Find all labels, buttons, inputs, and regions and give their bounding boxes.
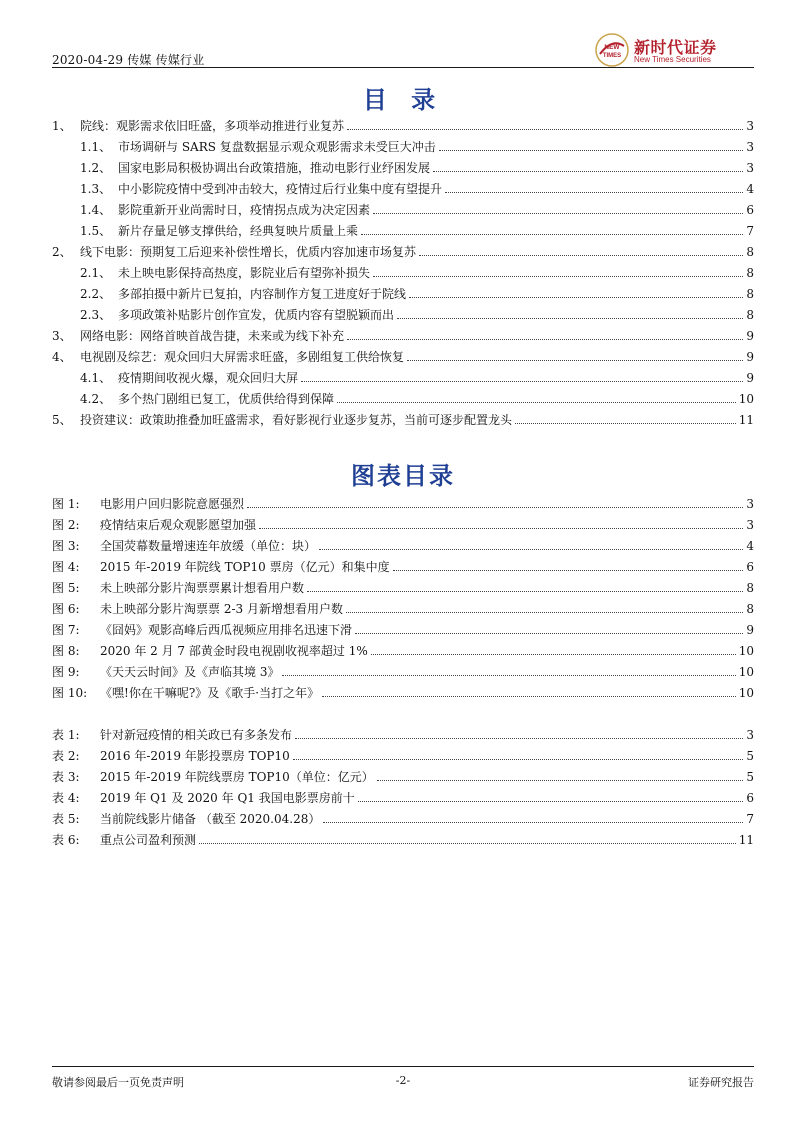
entry-page: 3 bbox=[746, 727, 754, 742]
toc-entry[interactable] bbox=[52, 241, 754, 262]
toc-entry[interactable] bbox=[52, 283, 754, 304]
entry-title: 未上映部分影片淘票票累计想看用户数 bbox=[100, 581, 305, 595]
dot-leader bbox=[377, 780, 743, 781]
entry-title: 未上映电影保持高热度，影院业后有望弥补损失 bbox=[118, 266, 371, 280]
entry-page: 10 bbox=[738, 664, 754, 679]
entry-number: 图 2: bbox=[52, 518, 80, 532]
dot-leader bbox=[295, 738, 743, 739]
dot-leader bbox=[358, 801, 743, 802]
dot-leader bbox=[371, 654, 736, 655]
toc-entry[interactable] bbox=[52, 178, 754, 199]
dot-leader bbox=[307, 591, 743, 592]
dot-leader bbox=[361, 234, 743, 235]
figure-entry[interactable] bbox=[52, 556, 754, 577]
entry-page: 4 bbox=[746, 538, 754, 553]
dot-leader bbox=[409, 297, 743, 298]
entry-title: 2015 年-2019 年院线票房 TOP10（单位：亿元） bbox=[100, 770, 374, 784]
toc-entry[interactable] bbox=[52, 388, 754, 409]
dot-leader bbox=[347, 339, 743, 340]
entry-title: 全国荧幕数量增速连年放缓（单位：块） bbox=[100, 539, 317, 553]
toc-list bbox=[52, 115, 754, 430]
entry-page: 5 bbox=[746, 748, 754, 763]
entry-number: 2.3、 bbox=[80, 308, 112, 322]
entry-page: 8 bbox=[746, 601, 754, 616]
dot-leader bbox=[322, 696, 736, 697]
entry-number: 图 10: bbox=[52, 686, 88, 700]
dot-leader bbox=[337, 402, 736, 403]
entry-page: 6 bbox=[746, 202, 754, 217]
entry-page: 3 bbox=[746, 517, 754, 532]
entry-title: 2015 年-2019 年院线 TOP10 票房（亿元）和集中度 bbox=[100, 560, 390, 574]
dot-leader bbox=[439, 150, 743, 151]
entry-page: 8 bbox=[746, 265, 754, 280]
dot-leader bbox=[259, 528, 743, 529]
company-logo bbox=[594, 32, 754, 68]
entry-title: 多个热门剧组已复工，优质供给得到保障 bbox=[118, 392, 335, 406]
dot-leader bbox=[282, 675, 735, 676]
entry-page: 3 bbox=[746, 139, 754, 154]
entry-page: 10 bbox=[738, 391, 754, 406]
entry-page: 10 bbox=[738, 685, 754, 700]
entry-page: 10 bbox=[738, 643, 754, 658]
entry-number: 1.2、 bbox=[80, 161, 112, 175]
entry-title: 《天天云时间》及《声临其境 3》 bbox=[100, 665, 280, 679]
entry-title: 影院重新开业尚需时日，疫情拐点成为决定因素 bbox=[118, 203, 371, 217]
new-times-logo-icon bbox=[594, 32, 630, 68]
entry-page: 11 bbox=[738, 412, 754, 427]
entry-number: 图 5: bbox=[52, 581, 80, 595]
entry-number: 2.2、 bbox=[80, 287, 112, 301]
entry-page: 9 bbox=[746, 622, 754, 637]
header-divider bbox=[52, 67, 754, 68]
entry-title: 网络电影：网络首映首战告捷，未来或为线下补充 bbox=[80, 329, 345, 343]
header-date-industry: 2020-04-29 传媒 传媒行业 bbox=[52, 53, 205, 67]
entry-number: 3、 bbox=[52, 329, 72, 343]
entry-page: 8 bbox=[746, 286, 754, 301]
figure-entry[interactable] bbox=[52, 619, 754, 640]
entry-page: 3 bbox=[746, 160, 754, 175]
dot-leader bbox=[373, 213, 743, 214]
dot-leader bbox=[419, 255, 743, 256]
table-list bbox=[52, 724, 754, 850]
entry-page: 4 bbox=[746, 181, 754, 196]
toc-entry[interactable] bbox=[52, 199, 754, 220]
entry-page: 8 bbox=[746, 307, 754, 322]
figure-entry[interactable] bbox=[52, 661, 754, 682]
entry-title: 国家电影局积极协调出台政策措施，推动电影行业纾困发展 bbox=[118, 161, 431, 175]
entry-title: 未上映部分影片淘票票 2-3 月新增想看用户数 bbox=[100, 602, 343, 616]
entry-number: 1.3、 bbox=[80, 182, 112, 196]
dot-leader bbox=[407, 360, 743, 361]
entry-number: 4.1、 bbox=[80, 371, 112, 385]
entry-page: 6 bbox=[746, 559, 754, 574]
svg-text:TIMES: TIMES bbox=[602, 53, 622, 59]
svg-text:NEW: NEW bbox=[604, 44, 620, 51]
toc-entry[interactable] bbox=[52, 136, 754, 157]
figures-title: 图表目录 bbox=[351, 462, 455, 490]
logo-chinese-name: 新时代证券 bbox=[634, 38, 717, 57]
toc-entry[interactable] bbox=[52, 304, 754, 325]
toc-entry[interactable] bbox=[52, 325, 754, 346]
figure-entry[interactable] bbox=[52, 535, 754, 556]
entry-title: 2020 年 2 月 7 部黄金时段电视剧收视率超过 1% bbox=[100, 644, 368, 658]
figure-entry[interactable] bbox=[52, 514, 754, 535]
dot-leader bbox=[373, 276, 743, 277]
entry-number: 4、 bbox=[52, 350, 72, 364]
entry-page: 9 bbox=[746, 349, 754, 364]
dot-leader bbox=[199, 843, 736, 844]
entry-title: 电影用户回归影院意愿强烈 bbox=[100, 497, 245, 511]
toc-entry[interactable] bbox=[52, 157, 754, 178]
entry-page: 5 bbox=[746, 769, 754, 784]
table-entry[interactable] bbox=[52, 808, 754, 829]
entry-title: 市场调研与 SARS 复盘数据显示观众观影需求未受巨大冲击 bbox=[118, 140, 436, 154]
entry-number: 1.1、 bbox=[80, 140, 112, 154]
toc-title: 目 录 bbox=[362, 86, 444, 114]
dot-leader bbox=[346, 612, 743, 613]
table-entry[interactable] bbox=[52, 745, 754, 766]
entry-title: 2019 年 Q1 及 2020 年 Q1 我国电影票房前十 bbox=[100, 791, 355, 805]
toc-entry[interactable] bbox=[52, 346, 754, 367]
entry-title: 重点公司盈利预测 bbox=[100, 833, 197, 847]
entry-page: 6 bbox=[746, 790, 754, 805]
page-number: -2- bbox=[395, 1074, 411, 1087]
entry-number: 表 4: bbox=[52, 791, 80, 805]
entry-number: 表 6: bbox=[52, 833, 80, 847]
entry-page: 7 bbox=[746, 223, 754, 238]
dot-leader bbox=[293, 759, 743, 760]
entry-number: 表 1: bbox=[52, 728, 80, 742]
entry-page: 8 bbox=[746, 580, 754, 595]
entry-page: 9 bbox=[746, 328, 754, 343]
entry-title: 多部拍摄中新片已复拍，内容制作方复工进度好于院线 bbox=[118, 287, 407, 301]
figure-entry[interactable] bbox=[52, 577, 754, 598]
page-header bbox=[52, 30, 754, 70]
dot-leader bbox=[347, 129, 743, 130]
entry-page: 11 bbox=[738, 832, 754, 847]
entry-number: 图 7: bbox=[52, 623, 80, 637]
entry-page: 9 bbox=[746, 370, 754, 385]
entry-page: 3 bbox=[746, 496, 754, 511]
entry-number: 2、 bbox=[52, 245, 72, 259]
entry-number: 1.4、 bbox=[80, 203, 112, 217]
entry-number: 表 5: bbox=[52, 812, 80, 826]
entry-number: 表 2: bbox=[52, 749, 80, 763]
toc-entry[interactable] bbox=[52, 262, 754, 283]
entry-title: 2016 年-2019 年影投票房 TOP10 bbox=[100, 749, 290, 763]
figure-entry[interactable] bbox=[52, 640, 754, 661]
entry-number: 表 3: bbox=[52, 770, 80, 784]
table-entry[interactable] bbox=[52, 724, 754, 745]
dot-leader bbox=[397, 318, 743, 319]
dot-leader bbox=[433, 171, 743, 172]
dot-leader bbox=[323, 822, 743, 823]
figure-entry[interactable] bbox=[52, 493, 754, 514]
entry-number: 5、 bbox=[52, 413, 72, 427]
footer-disclaimer: 敬请参阅最后一页免责声明 bbox=[52, 1076, 184, 1089]
dot-leader bbox=[393, 570, 743, 571]
figure-entry[interactable] bbox=[52, 682, 754, 703]
entry-title: 投资建议：政策助推叠加旺盛需求，看好影视行业逐步复苏，当前可逐步配置龙头 bbox=[80, 413, 513, 427]
entry-number: 图 8: bbox=[52, 644, 80, 658]
figure-list bbox=[52, 493, 754, 703]
entry-page: 3 bbox=[746, 118, 754, 133]
entry-title: 《嘿!你在干嘛呢?》及《歌手·当打之年》 bbox=[100, 686, 320, 700]
entry-number: 图 4: bbox=[52, 560, 80, 574]
entry-title: 中小影院疫情中受到冲击较大，疫情过后行业集中度有望提升 bbox=[118, 182, 443, 196]
entry-title: 《囧妈》观影高峰后西瓜视频应用排名迅速下滑 bbox=[100, 623, 353, 637]
entry-number: 图 9: bbox=[52, 665, 80, 679]
entry-page: 8 bbox=[746, 244, 754, 259]
entry-number: 2.1、 bbox=[80, 266, 112, 280]
dot-leader bbox=[355, 633, 743, 634]
dot-leader bbox=[445, 192, 743, 193]
page-footer bbox=[52, 1074, 754, 1090]
footer-divider bbox=[52, 1066, 754, 1067]
entry-title: 多项政策补贴影片创作宣发，优质内容有望脱颖而出 bbox=[118, 308, 395, 322]
entry-title: 疫情结束后观众观影愿望加强 bbox=[100, 518, 257, 532]
table-entry[interactable] bbox=[52, 766, 754, 787]
entry-number: 图 6: bbox=[52, 602, 80, 616]
entry-number: 1、 bbox=[52, 119, 72, 133]
entry-number: 1.5、 bbox=[80, 224, 112, 238]
footer-report-type: 证券研究报告 bbox=[688, 1076, 754, 1089]
figure-entry[interactable] bbox=[52, 598, 754, 619]
toc-entry[interactable] bbox=[52, 367, 754, 388]
dot-leader bbox=[319, 549, 743, 550]
entry-title: 新片存量足够支撑供给，经典复映片质量上乘 bbox=[118, 224, 359, 238]
entry-title: 院线：观影需求依旧旺盛，多项举动推进行业复苏 bbox=[80, 119, 345, 133]
dot-leader bbox=[301, 381, 743, 382]
toc-entry[interactable] bbox=[52, 220, 754, 241]
logo-english-name: New Times Securities bbox=[634, 55, 711, 64]
entry-page: 7 bbox=[746, 811, 754, 826]
entry-title: 当前院线影片储备 （截至 2020.04.28） bbox=[100, 812, 321, 826]
dot-leader bbox=[515, 423, 736, 424]
entry-title: 疫情期间收视火爆，观众回归大屏 bbox=[118, 371, 299, 385]
entry-title: 线下电影：预期复工后迎来补偿性增长，优质内容加速市场复苏 bbox=[80, 245, 417, 259]
entry-number: 4.2、 bbox=[80, 392, 112, 406]
table-entry[interactable] bbox=[52, 787, 754, 808]
toc-entry[interactable] bbox=[52, 115, 754, 136]
entry-title: 电视剧及综艺：观众回归大屏需求旺盛，多剧组复工供给恢复 bbox=[80, 350, 405, 364]
table-entry[interactable] bbox=[52, 829, 754, 850]
entry-title: 针对新冠疫情的相关政已有多条发布 bbox=[100, 728, 293, 742]
entry-number: 图 3: bbox=[52, 539, 80, 553]
dot-leader bbox=[247, 507, 743, 508]
toc-entry[interactable] bbox=[52, 409, 754, 430]
entry-number: 图 1: bbox=[52, 497, 80, 511]
